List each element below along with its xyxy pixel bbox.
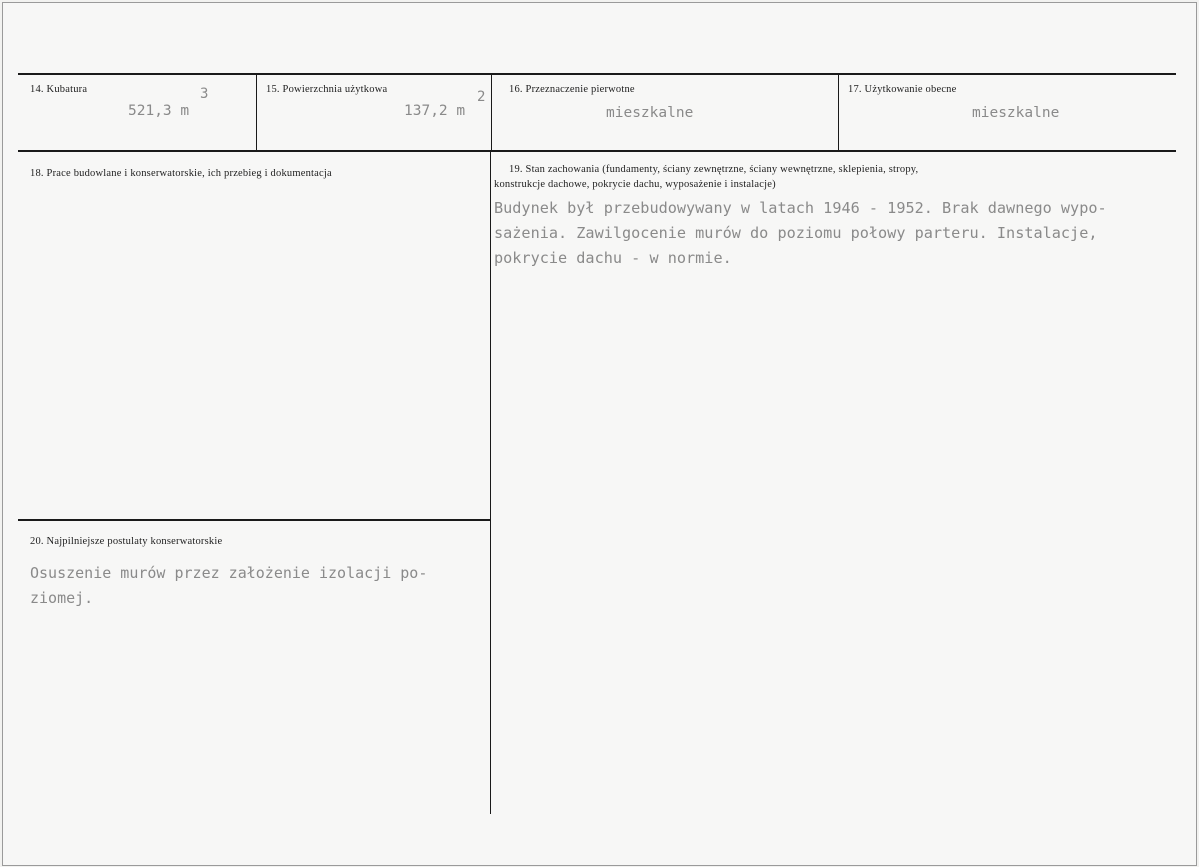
field-20-label: 20. Najpilniejsze postulaty konserwatorskie — [30, 536, 223, 547]
field-16-value: mieszkalne — [606, 105, 694, 121]
field-15-label: 15. Powierzchnia użytkowa — [266, 84, 388, 95]
field-14-unit-exponent: 3 — [200, 86, 209, 102]
field-19-text-line: pokrycie dachu - w normie. — [494, 249, 732, 267]
field-15-value: 137,2 m — [404, 103, 466, 119]
field-19-text — [494, 196, 1107, 271]
divider-14-15 — [256, 75, 257, 150]
field-19-label-line-2: konstrukcje dachowe, pokrycie dachu, wyposażenie i instalacje) — [494, 179, 776, 190]
field-19-text-line: Budynek był przebudowywany w latach 1946 - 1952. Brak dawnego wypo- — [494, 199, 1107, 217]
field-15-unit-exponent: 2 — [477, 89, 486, 105]
field-17-label: 17. Użytkowanie obecne — [848, 84, 957, 95]
field-20-text-line: ziomej. — [30, 589, 94, 607]
field-17-value: mieszkalne — [972, 105, 1060, 121]
mid-rule — [18, 150, 1176, 152]
field-18-label: 18. Prace budowlane i konserwatorskie, ich przebieg i dokumentacja — [30, 168, 332, 179]
divider-15-16 — [491, 75, 492, 150]
field-14-value: 521,3 m — [128, 103, 190, 119]
field-14-label: 14. Kubatura — [30, 84, 88, 95]
field-16-label: 16. Przeznaczenie pierwotne — [509, 84, 635, 95]
record-card — [2, 2, 1197, 866]
field-20-text — [30, 561, 427, 611]
column-divider — [490, 152, 491, 814]
field-19-text-line: sażenia. Zawilgocenie murów do poziomu połowy parteru. Instalacje, — [494, 224, 1098, 242]
top-rule — [18, 73, 1176, 75]
field-19-label-line-1: 19. Stan zachowania (fundamenty, ściany zewnętrzne, ściany wewnętrzne, sklepienia, stropy, — [509, 164, 919, 175]
field-20-text-line: Osuszenie murów przez założenie izolacji po- — [30, 564, 428, 582]
divider-16-17 — [838, 75, 839, 150]
section-20-rule — [18, 519, 490, 521]
